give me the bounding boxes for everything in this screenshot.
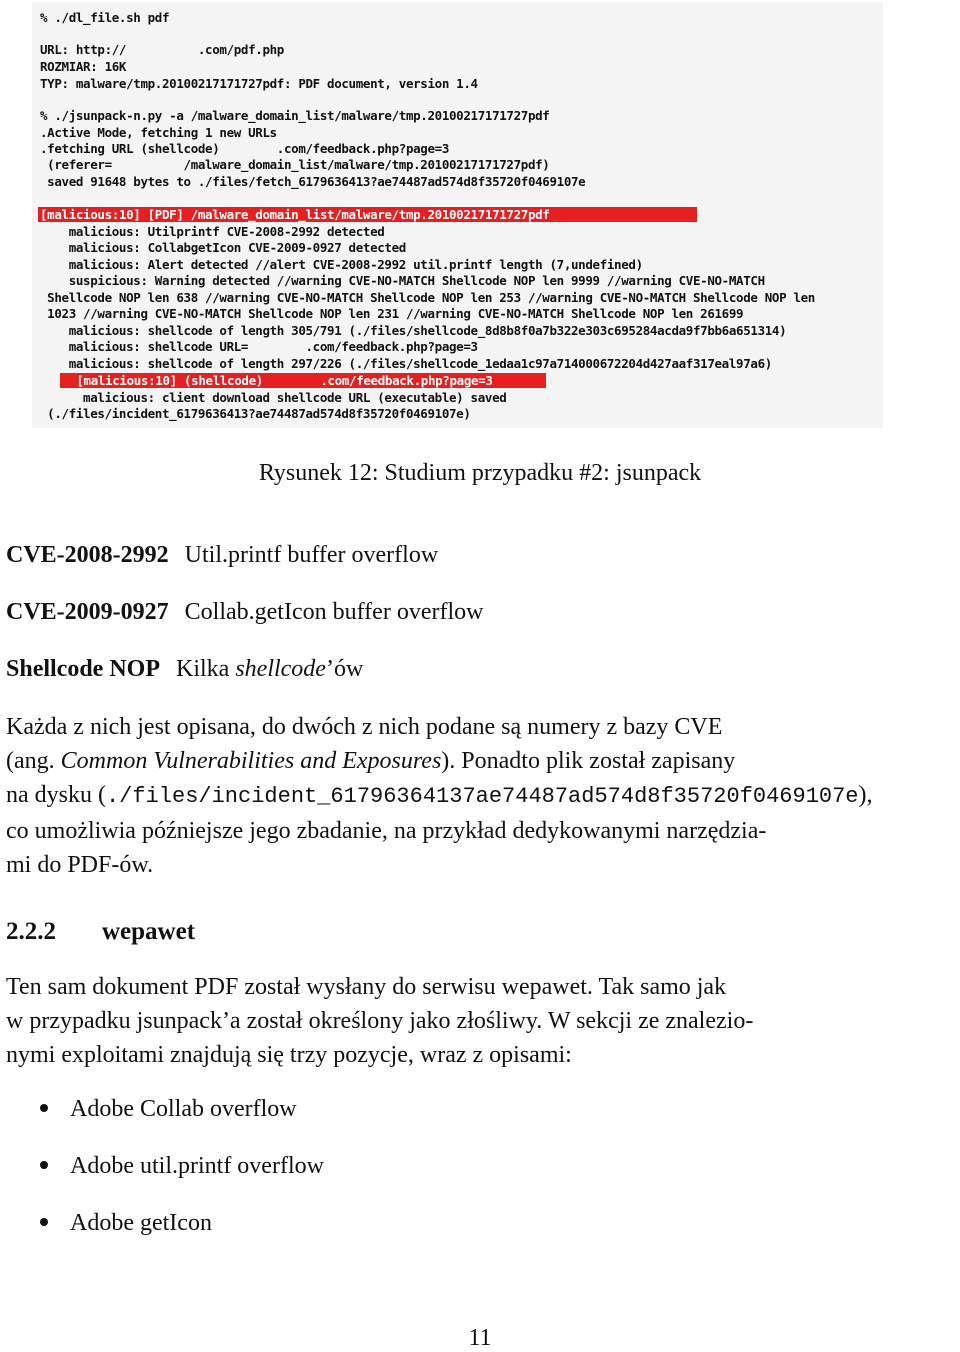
description-term: CVE-2009-0927 bbox=[6, 599, 169, 625]
bullet-icon bbox=[40, 1218, 48, 1226]
list-item bbox=[40, 1210, 212, 1237]
terminal-line: malicious: shellcode of length 305/791 (./files/shellcode_8d8b8f0a7b322e303c695284acda9f7bb6a651314) bbox=[40, 323, 787, 338]
paragraph-cve bbox=[6, 710, 946, 882]
paragraph-line: w przypadku jsunpack’a został określony jako złośliwy. W sekcji ze znalezio- bbox=[6, 1008, 754, 1034]
section-heading bbox=[6, 918, 195, 946]
description-item bbox=[6, 599, 483, 626]
list-item bbox=[40, 1153, 324, 1180]
terminal-line: malicious: client download shellcode URL (executable) saved bbox=[40, 390, 507, 405]
list-item bbox=[40, 1096, 297, 1123]
list-item-label: Adobe Collab overflow bbox=[70, 1096, 297, 1122]
description-item bbox=[6, 656, 363, 683]
description-term: Shellcode NOP bbox=[6, 656, 160, 682]
terminal-line: ROZMIAR: 16K bbox=[40, 59, 127, 74]
section-number: 2.2.2 bbox=[6, 918, 56, 945]
terminal-line: suspicious: Warning detected //warning CVE-NO-MATCH Shellcode NOP len 9999 //warning CVE-NO-MATCH bbox=[40, 273, 765, 288]
file-path: ./files/incident_61796364137ae74487ad574d8f35720f0469107e bbox=[105, 784, 859, 809]
terminal-line: malicious: Utilprintf CVE-2008-2992 detected bbox=[40, 224, 385, 239]
paragraph-line: Każda z nich jest opisana, do dwóch z nich podane są numery z bazy CVE bbox=[6, 714, 723, 740]
terminal-line-highlighted: [malicious:10] [PDF] /malware_domain_list/malware/tmp.20100217171727pdf bbox=[38, 207, 697, 222]
bullet-icon bbox=[40, 1104, 48, 1112]
terminal-line: malicious: Alert detected //alert CVE-2008-2992 util.printf length (7,undefined) bbox=[40, 257, 643, 272]
terminal-line: malicious: shellcode of length 297/226 (./files/shellcode_1edaa1c97a714000672204d427aaf317eal97a6) bbox=[40, 356, 772, 371]
terminal-line: TYP: malware/tmp.20100217171727pdf: PDF document, version 1.4 bbox=[40, 76, 478, 91]
terminal-line: (./files/incident_6179636413?ae74487ad574d8f35720f0469107e) bbox=[40, 406, 471, 421]
terminal-line: .Active Mode, fetching 1 new URLs bbox=[40, 125, 277, 140]
terminal-line: 1023 //warning CVE-NO-MATCH Shellcode NOP len 231 //warning CVE-NO-MATCH Shellcode NOP len 261699 bbox=[40, 306, 744, 321]
description-definition: Util.printf buffer overflow bbox=[184, 542, 439, 568]
paragraph-line: (ang. Common Vulnerabilities and Exposures). Ponadto plik został zapisany bbox=[6, 748, 736, 774]
description-definition: Collab.getIcon buffer overflow bbox=[184, 599, 484, 625]
paragraph-line: mi do PDF-ów. bbox=[6, 852, 154, 878]
terminal-line-highlighted: [malicious:10] (shellcode) .com/feedback.php?page=3 bbox=[60, 373, 546, 388]
figure-caption: Rysunek 12: Studium przypadku #2: jsunpack bbox=[258, 460, 702, 486]
terminal-line: malicious: shellcode URL= .com/feedback.php?page=3 bbox=[40, 339, 478, 354]
paragraph-line: na dysku (./files/incident_61796364137ae74487ad574d8f35720f0469107e), bbox=[6, 782, 873, 809]
list-item-label: Adobe getIcon bbox=[70, 1210, 212, 1236]
description-term: CVE-2008-2992 bbox=[6, 542, 169, 568]
paragraph-line: co umożliwia późniejsze jego zbadanie, na przykład dedykowanymi narzędzia- bbox=[6, 818, 767, 844]
paragraph-wepawet bbox=[6, 970, 946, 1072]
paragraph-line: Ten sam dokument PDF został wysłany do serwisu wepawet. Tak samo jak bbox=[6, 974, 727, 1000]
description-definition: Kilka shellcode’ów bbox=[176, 656, 364, 682]
terminal-line: .fetching URL (shellcode) .com/feedback.php?page=3 bbox=[40, 141, 450, 156]
description-item bbox=[6, 542, 438, 569]
terminal-line: malicious: CollabgetIcon CVE-2009-0927 detected bbox=[40, 240, 406, 255]
terminal-line: % ./dl_file.sh pdf bbox=[40, 10, 170, 25]
terminal-screenshot bbox=[32, 2, 883, 428]
terminal-line: URL: http:// .com/pdf.php bbox=[40, 42, 284, 57]
terminal-line: (referer= /malware_domain_list/malware/tmp.20100217171727pdf) bbox=[40, 157, 550, 172]
page-number: 11 bbox=[468, 1325, 492, 1351]
section-title: wepawet bbox=[102, 918, 196, 945]
terminal-line: % ./jsunpack-n.py -a /malware_domain_list/malware/tmp.20100217171727pdf bbox=[40, 108, 550, 123]
terminal-line: Shellcode NOP len 638 //warning CVE-NO-MATCH Shellcode NOP len 253 //warning CVE-NO-MATCH Shellcode NOP len bbox=[40, 290, 815, 305]
bullet-icon bbox=[40, 1161, 48, 1169]
list-item-label: Adobe util.printf overflow bbox=[70, 1153, 324, 1179]
terminal-line: saved 91648 bytes to ./files/fetch_6179636413?ae74487ad574d8f35720f0469107e bbox=[40, 174, 586, 189]
paragraph-line: nymi exploitami znajdują się trzy pozycje, wraz z opisami: bbox=[6, 1042, 572, 1068]
